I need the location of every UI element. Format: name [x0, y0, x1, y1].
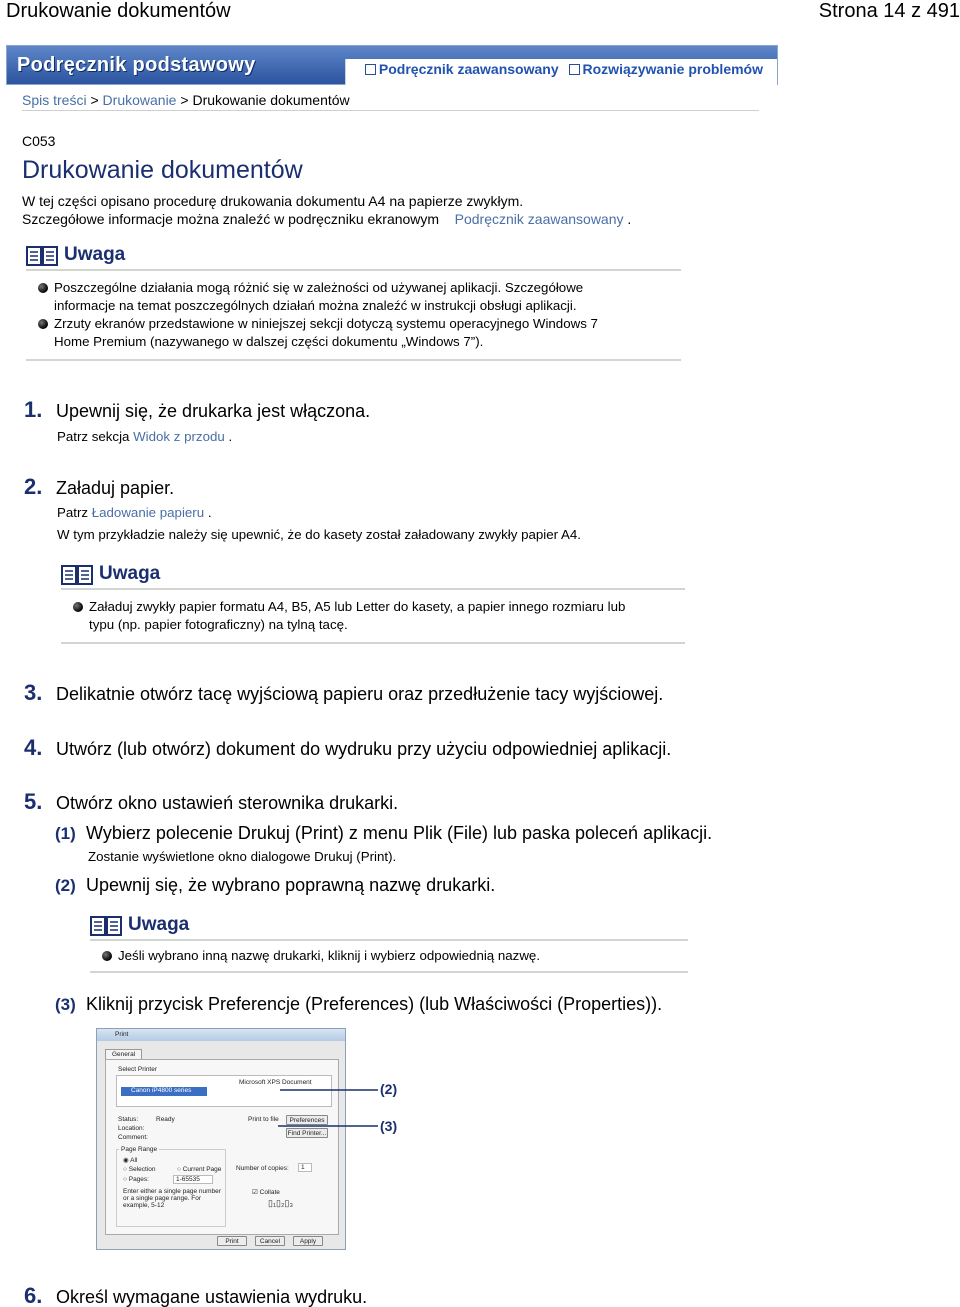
- substep-text: Wybierz polecenie Drukuj (Print) z menu Plik (File) lub paska poleceń aplikacji.: [86, 823, 713, 843]
- copies-input[interactable]: 1: [298, 1163, 312, 1172]
- status-label: Status:: [118, 1116, 139, 1123]
- note-item: Zrzuty ekranów przedstawione w niniejszej sekcji dotyczą systemu operacyjnego Windows 7 Home Premium (nazywanego w dalszej części dokumentu „Windows 7”).: [38, 315, 626, 351]
- step-1: [24, 397, 370, 423]
- note-rule: [61, 642, 685, 644]
- breadcrumb-printing[interactable]: Drukowanie: [102, 92, 177, 108]
- step-3: [24, 680, 663, 706]
- intro-text: [22, 192, 782, 228]
- print-to-file[interactable]: Print to file: [248, 1116, 279, 1123]
- step-text: Załaduj papier.: [56, 478, 175, 498]
- note-box: [61, 563, 685, 644]
- front-view-link[interactable]: Widok z przodu: [133, 429, 225, 444]
- page-range-label: Page Range: [121, 1146, 158, 1153]
- divider: [22, 110, 759, 111]
- manual-banner: [6, 45, 778, 85]
- book-icon: [61, 563, 93, 585]
- page-title: Drukowanie dokumentów: [22, 156, 303, 184]
- callout-3: (3): [380, 1118, 398, 1134]
- breadcrumb-sep: >: [90, 92, 99, 108]
- substep-1: [55, 823, 712, 844]
- substep-3: [55, 994, 662, 1015]
- step-2-ref: Patrz Ładowanie papieru .: [57, 505, 212, 520]
- page-range-group: [116, 1146, 226, 1227]
- substep-number: (1): [55, 824, 76, 843]
- print-button[interactable]: Print: [217, 1236, 247, 1246]
- step-1-ref: Patrz sekcja Widok z przodu .: [57, 429, 233, 444]
- banner-title: Podręcznik podstawowy: [17, 54, 256, 76]
- intro-line: W tej części opisano procedurę drukowania dokumentu A4 na papierze zwykłym.: [22, 193, 524, 209]
- step-number: 5.: [24, 789, 43, 814]
- step-number: 4.: [24, 735, 43, 760]
- step-text: Otwórz okno ustawień sterownika drukarki.: [56, 793, 399, 813]
- preferences-button[interactable]: Preferences: [286, 1115, 328, 1125]
- substep-text: Kliknij przycisk Preferencje (Preferences) (lub Właściwości (Properties)).: [86, 994, 663, 1014]
- nav-box-icon: [569, 64, 580, 75]
- doc-code: C053: [22, 133, 56, 149]
- substep-number: (3): [55, 995, 76, 1014]
- printer-selected[interactable]: Canon iP4800 series: [121, 1087, 207, 1096]
- page-header-title: Drukowanie dokumentów: [6, 0, 231, 22]
- range-current[interactable]: ○ Current Page: [177, 1166, 222, 1173]
- step-2: [24, 474, 174, 500]
- step-number: 1.: [24, 397, 43, 422]
- callout-lines: [230, 1080, 380, 1140]
- breadcrumb-sep: >: [180, 92, 189, 108]
- note-item: Załaduj zwykły papier formatu A4, B5, A5 lub Letter do kasety, a papier innego rozmiaru lub typu (np. papier fotograficzny) na tylną tacę.: [73, 598, 641, 634]
- bullet-icon: [38, 319, 48, 329]
- step-2-extra: W tym przykładzie należy się upewnić, że do kasety został załadowany zwykły papier A4.: [57, 527, 581, 542]
- nav-advanced-guide[interactable]: Podręcznik zaawansowany: [365, 61, 559, 77]
- substep-1-extra: Zostanie wyświetlone okno dialogowe Drukuj (Print).: [88, 849, 397, 864]
- note-title: Uwaga: [128, 914, 190, 935]
- tab-general[interactable]: General: [105, 1049, 142, 1060]
- cancel-button[interactable]: Cancel: [255, 1236, 285, 1246]
- location-label: Location:: [118, 1125, 145, 1132]
- substep-2: [55, 875, 495, 896]
- note-box: [90, 914, 688, 973]
- step-number: 3.: [24, 680, 43, 705]
- substep-number: (2): [55, 876, 76, 895]
- note-rule: [26, 359, 681, 361]
- step-number: 2.: [24, 474, 43, 499]
- page-number: Strona 14 z 491: [818, 0, 960, 22]
- range-selection[interactable]: ○ Selection: [123, 1166, 156, 1173]
- step-text: Delikatnie otwórz tacę wyjściową papieru oraz przedłużenie tacy wyjściowej.: [56, 684, 664, 704]
- advanced-guide-link[interactable]: Podręcznik zaawansowany: [454, 211, 624, 227]
- note-header: [61, 563, 685, 585]
- note-item: Jeśli wybrano inną nazwę drukarki, kliknij i wybierz odpowiednią nazwę.: [102, 947, 688, 965]
- step-number: 6.: [24, 1283, 43, 1307]
- step-5: [24, 789, 398, 815]
- bullet-icon: [38, 283, 48, 293]
- book-icon: [90, 914, 122, 936]
- step-4: [24, 735, 671, 761]
- status-value: Ready: [156, 1116, 175, 1123]
- apply-button[interactable]: Apply: [293, 1236, 323, 1246]
- step-text: Upewnij się, że drukarka jest włączona.: [56, 401, 371, 421]
- range-pages[interactable]: ○ Pages:: [123, 1176, 149, 1183]
- step-6: [24, 1283, 367, 1307]
- banner-nav: [359, 61, 763, 78]
- step-text: Określ wymagane ustawienia wydruku.: [56, 1287, 368, 1307]
- note-header: [90, 914, 688, 936]
- note-rule: [90, 971, 688, 973]
- collate-illustration: ▯₁▯₂▯₃: [268, 1198, 294, 1208]
- loading-paper-link[interactable]: Ładowanie papieru: [91, 505, 205, 520]
- book-icon: [26, 244, 58, 266]
- breadcrumb: [22, 92, 350, 108]
- callout-2: (2): [380, 1081, 398, 1097]
- breadcrumb-current: Drukowanie dokumentów: [192, 92, 350, 108]
- copies-label: Number of copies:: [236, 1165, 289, 1172]
- printer-xps[interactable]: Microsoft XPS Document: [239, 1079, 312, 1086]
- page-header: [6, 0, 960, 24]
- dialog-title: Print: [97, 1029, 345, 1041]
- note-header: [26, 244, 681, 266]
- select-printer-label: Select Printer: [118, 1066, 158, 1073]
- step-text: Utwórz (lub otwórz) dokument do wydruku przy użyciu odpowiedniej aplikacji.: [56, 739, 672, 759]
- substep-text: Upewnij się, że wybrano poprawną nazwę drukarki.: [86, 875, 496, 895]
- intro-line: Szczegółowe informacje można znaleźć w podręczniku ekranowym Podręcznik zaawansowany .: [22, 211, 632, 227]
- bullet-icon: [73, 602, 83, 612]
- range-hint: Enter either a single page number or a single page range. For example, 5-12: [123, 1188, 221, 1209]
- comment-label: Comment:: [118, 1134, 148, 1141]
- breadcrumb-contents[interactable]: Spis treści: [22, 92, 87, 108]
- pages-input[interactable]: 1-65535: [173, 1175, 213, 1184]
- bullet-icon: [102, 951, 112, 961]
- find-printer-button[interactable]: Find Printer...: [287, 1130, 327, 1137]
- note-title: Uwaga: [64, 244, 126, 265]
- note-item: Poszczególne działania mogą różnić się w zależności od używanej aplikacji. Szczegółowe informacje na temat poszczególnych działań można znaleźć w instrukcji obsługi aplikacji.: [38, 279, 626, 315]
- note-title: Uwaga: [99, 563, 161, 584]
- range-all[interactable]: ◉ All: [123, 1157, 138, 1164]
- collate-checkbox[interactable]: ☑ Collate: [252, 1189, 280, 1196]
- nav-box-icon: [365, 64, 376, 75]
- nav-troubleshooting[interactable]: Rozwiązywanie problemów: [569, 61, 763, 77]
- note-box: [26, 244, 681, 361]
